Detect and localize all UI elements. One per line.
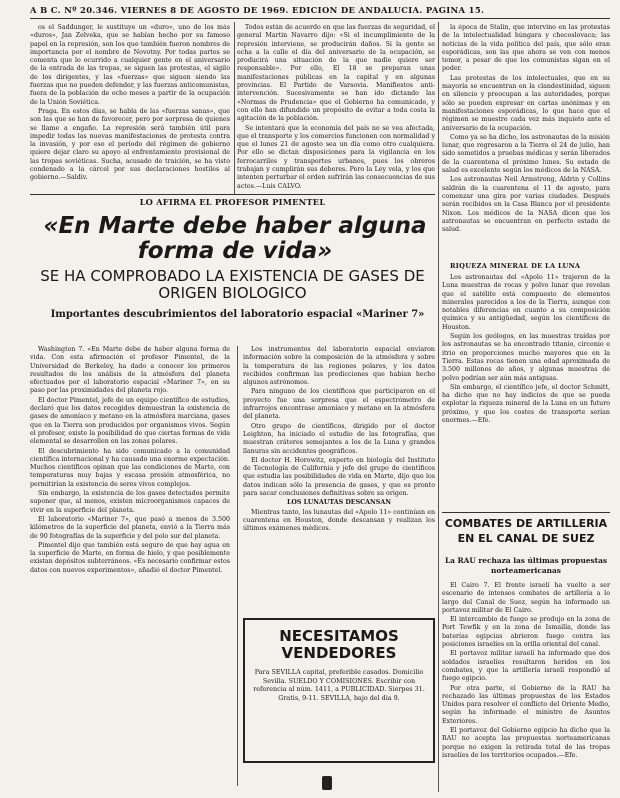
lead-paragraph: Mientras tanto, los lunautas del «Apolo 11» continúan en cuarentena en Houston, donde descansan y realizan los últimos exámenes médicos. — [243, 508, 435, 533]
top-mid-paragraph: Se intentará que la economía del país no se vea afectada, que el transporte y los comercios funcionen con normalidad y que el lunes 21 de agosto sea un día como otro cualquiera. Por ello se dictan disposiciones para la vigilancia en los ferrocarriles y transportes urbanos, pues los obreros trabajan y cumplirán sus deberes. Pero la Ley vela, y los que intenten perturbar el orden sufrirán las consecuencias de sus actos.—Luis CALVO. — [237, 124, 435, 190]
riqueza-title: RIQUEZA MINERAL DE LA LUNA — [450, 262, 581, 270]
suez-paragraph: El portavoz del Gobierno egipcio ha dicho que la RAU no acepta las propuestas norteamericanas porque no exigen la retirada total de las tropas israelíes de los territorios ocupados.—Efe. — [442, 727, 610, 759]
lead-column-2 — [243, 346, 435, 612]
lead-paragraph: Sin embargo, la existencia de los gases detectados permite suponer que, al menos, existen microorganismos capaces de vivir en la superficie del planeta. — [30, 490, 230, 514]
suez-paragraph: El portavoz militar israelí ha informado que dos soldados israelíes resultaron heridos en los combates, y que la artillería israelí respondió al fuego egipcio. — [442, 650, 610, 683]
lead-paragraph: Para ninguno de los científicos que participaron en el proyecto fue una sorpresa que el espectrómetro de infrarrojos encontrase amoníaco y metano en la atmósfera del planeta. — [243, 388, 435, 421]
top-mid-paragraph: Todos están de acuerdo en que las fuerzas de seguridad, el general Martin Navarro dijo: «Si el incumplimiento de la represión interviene, se producirán daños. Si la gente se echa a la calle el día del aniversario de la ocupación, se producirá una situación de la que nadie quiere ser responsable». Por ello, El 18 se preparan unas manifestaciones públicas en la capital y en algunas provincias. El Partido de Varsovia. Manifiestos anti-intervención. Sucesivamente se han ido dictando las «Normas de Prudencia» que el Gobierno ha comunicado, y con ello han difundido un propósito de evitar a toda costa la agitación de la población. — [237, 24, 435, 123]
lead-paragraph: Los instrumentos del laboratorio espacial enviaron información sobre la composición de la atmósfera y sobre la temperatura de las regiones polares, y los datos recibidos confirman las predicciones que habían hecho algunos astrónomos. — [243, 346, 435, 387]
riqueza-paragraph: Sin embargo, el científico jefe, el doctor Schmitt, ha dicho que no hay indicios de que se pueda explotar la riqueza mineral de la Luna en un futuro próximo, y que los costes de transporte serían enormes.—Efe. — [442, 383, 610, 425]
suez-article — [442, 582, 610, 786]
suez-subhead: La RAU rechaza las últimas propuestas norteamericanas — [444, 556, 608, 575]
lead-paragraph: Pimentel dijo que también está seguro de que hay agua en la superficie de Marte, en forma de hielo, y que posiblemente existan depósitos subterráneos. «Es necesario confirmar estos datos con nuevos experimentos», añadió el doctor Pimentel. — [30, 541, 230, 574]
column-divider — [234, 22, 235, 194]
lead-paragraph: El descubrimiento ha sido comunicado a la comunidad científica internacional y ha causado una enorme expectación. Muchos científicos opinan que las condiciones de Marte, con temperaturas muy bajas y escasa presión atmosférica, no permitirían la existencia de seres vivos complejos. — [30, 447, 230, 488]
riqueza-article — [442, 274, 610, 506]
top-mid-article — [237, 24, 435, 192]
lead-deck: SE HA COMPROBADO LA EXISTENCIA DE GASES DE ORIGEN BIOLOGICO — [40, 267, 425, 302]
suez-paragraph: El intercambio de fuego se produjo en la zona de Port Tewfik y en la zona de Ismailía, donde las baterías egipcias abrieron fuego contra las posiciones israelíes en la orilla oriental del canal. — [442, 616, 610, 649]
right-paragraph: la época de Stalin, que intervino en las protestas de la intelectualidad húngara y checoslovaca; las noticias de la vida política del país, que sólo eran esporádicas, son las que ahora se ven con menos temor, a pesar de que los comunistas sigan en el poder. — [442, 24, 610, 73]
top-left-paragraph: Praga. En estos días, se habla de las «fuerzas sanas», que son las que se han de favorecer, pero por sorpresa de quienes se llame a engaño. La represión será también útil para impedir todas las nuevas manifestaciones de protesta contra la invasión, y por eso el período del régimen de gobierno quiere dejar claro su apoyo al enfrentamiento provisional de las tropas soviéticas. Sucha, acusado de traición, se ha visto condenado a la cárcel por sus declaraciones hostiles al gobierno.—Saldiv. — [30, 107, 230, 182]
column-divider — [438, 22, 439, 792]
lead-paragraph: El doctor H. Horowitz, experto en biología del Instituto de Tecnología de California y jefe del grupo de científicos que estudia las posibilidades de vida en Marte, dijo que los datos indican sólo la presencia de gases, y que es pronto para sacar conclusiones definitivas sobre su origen. — [243, 456, 435, 498]
top-left-paragraph: os el Saddunger, le sustituye un «duro», uno de los más «duros», Jan Zelveka, que se habían hecho por su famoso papel en la represión, son los que también fueron nombres de importancia por el nombre de Novotny. Por todas partes se comenta que lo ocurrido a cualquier gente en el aniversario de la entrada de las tropas, se siguen las protestas, el sigilo de los dirigentes, y las «fuerzas» que siguen siendo las fuerzas que no pueden defender, y las fuerzas anticomunistas, fuera de la población de ocho meses a partir de la ocupación de la Unión Soviética. — [30, 24, 230, 106]
lead-kicker: LO AFIRMA EL PROFESOR PIMENTEL — [139, 197, 326, 207]
lead-headline: «En Marte debe haber alguna forma de vida» — [43, 213, 427, 264]
riqueza-paragraph: Los astronautas del «Apolo 11» trajeron de la Luna muestras de rocas y polvo lunar que revelan que el satélite está compuesto de elementos minerales parecidos a los de la Tierra, aunque con notables diferencias en cuanto a su composición química y su antigüedad, según los científicos de Houston. — [442, 274, 610, 331]
suez-paragraph: Por otra parte, el Gobierno de la RAU ha rechazado las últimas propuestas de los Estados Unidos para resolver el conflicto del Oriente Medio, según ha informado el ministro de Asuntos Exteriores. — [442, 684, 610, 725]
lead-paragraph: El laboratorio «Mariner 7», que pasó a menos de 3.500 kilómetros de la superficie del planeta, envió a la Tierra más de 90 fotografías de la superficie y del polo sur del planeta. — [30, 515, 230, 540]
top-left-article — [30, 24, 230, 192]
right-paragraph: Como ya se ha dicho, los astronautas de la misión lunar, que regresaron a la Tierra el 24 de julio, han sido sometidos a pruebas médicas y serán liberados de la cuarentena el próximo lunes. Su estado de salud es excelente según los médicos de la NASA. — [442, 133, 610, 175]
lead-paragraph: Otro grupo de científicos, dirigido por el doctor Leighton, ha iniciado el estudio de las fotografías, que muestran cráteres semejantes a los de la Luna y grandes llanuras sin accidentes geográficos. — [243, 422, 435, 455]
lead-subhead: Importantes descubrimientos del laboratorio espacial «Mariner 7» — [50, 309, 425, 320]
column-divider — [237, 346, 238, 786]
lead-subsection-title: LOS LUNAUTAS DESCANSAN — [287, 499, 391, 507]
page-bottom-mark — [322, 776, 332, 790]
ad-body: Para SEVILLA capital, preferible casados. Domicilio Sevilla. SUELDO Y COMISIONES. Escribir con referencia al núm. 1411, a PUBLICIDAD. Sierpes 31. Gratis, 9-11. SEVILLA, bajo del dia 9. — [253, 668, 425, 702]
section-rule — [30, 194, 435, 195]
classified-ad — [243, 618, 435, 763]
lead-column-1 — [30, 346, 230, 786]
masthead: A B C. Nº 20.346. VIERNES 8 DE AGOSTO DE 1969. EDICION DE ANDALUCIA. PAGINA 15. — [30, 5, 485, 15]
lead-paragraph: El doctor Pimentel, jefe de un equipo científico de estudios, declaró que los datos recogidos demuestran la existencia de gases de amoníaco y metano en la atmósfera marciana, gases que en la Tierra son producidos por organismos vivos. Según el profesor, existe la posibilidad de que ciertas formas de vida elemental se desarrollen en las zonas polares. — [30, 396, 230, 446]
suez-paragraph: El Cairo 7. El frente israelí ha vuelto a ser escenario de intensos combates de artillería a lo largo del Canal de Suez, según ha informado un portavoz militar de El Cairo. — [442, 582, 610, 614]
right-paragraph: Las protestas de los intelectuales, que en su mayoría se encuentran en la clandestinidad, siguen en silencio y preocupan a las autoridades, porque sólo se pueden expresar en cartas anónimas y en manifestaciones esporádicas, lo que hace que el régimen se muestre cada vez más inquieto ante el aniversario de la ocupación. — [442, 74, 610, 132]
ad-title: NECESITAMOS VENDEDORES — [279, 627, 399, 662]
riqueza-paragraph: Según los geólogos, en las muestras traídas por los astronautas se ha encontrado titanio, circonio e itrio en proporciones mucho mayores que en la Tierra. Estas rocas tienen una edad aproximada de 3.500 millones de años, y algunas muestras de polvo podrían ser aún más antiguas. — [442, 333, 610, 382]
section-rule — [442, 512, 610, 513]
lead-paragraph: Washington 7. «En Marte debe de haber alguna forma de vida. Con esta afirmación el profesor Pimentel, de la Universidad de Berkeley, ha dado a conocer los primeros resultados de los análisis de la atmósfera del planeta efectuados por el laboratorio espacial «Mariner 7», en su paso por las proximidades del planeta rojo. — [30, 346, 230, 395]
suez-headline: COMBATES DE ARTILLERIA EN EL CANAL DE SUEZ — [444, 517, 608, 545]
right-paragraph: Los astronautas Neil Armstrong, Aldrin y Collins saldrán de la cuarentena el 11 de agosto, para comenzar una gira por varias ciudades. Después serán recibidos en la Casa Blanca por el presidente Nixon. Los médicos de la NASA dicen que los astronautas se encuentran en perfecto estado de salud. — [442, 176, 610, 234]
masthead-rule — [30, 18, 610, 19]
right-article-top — [442, 24, 610, 256]
